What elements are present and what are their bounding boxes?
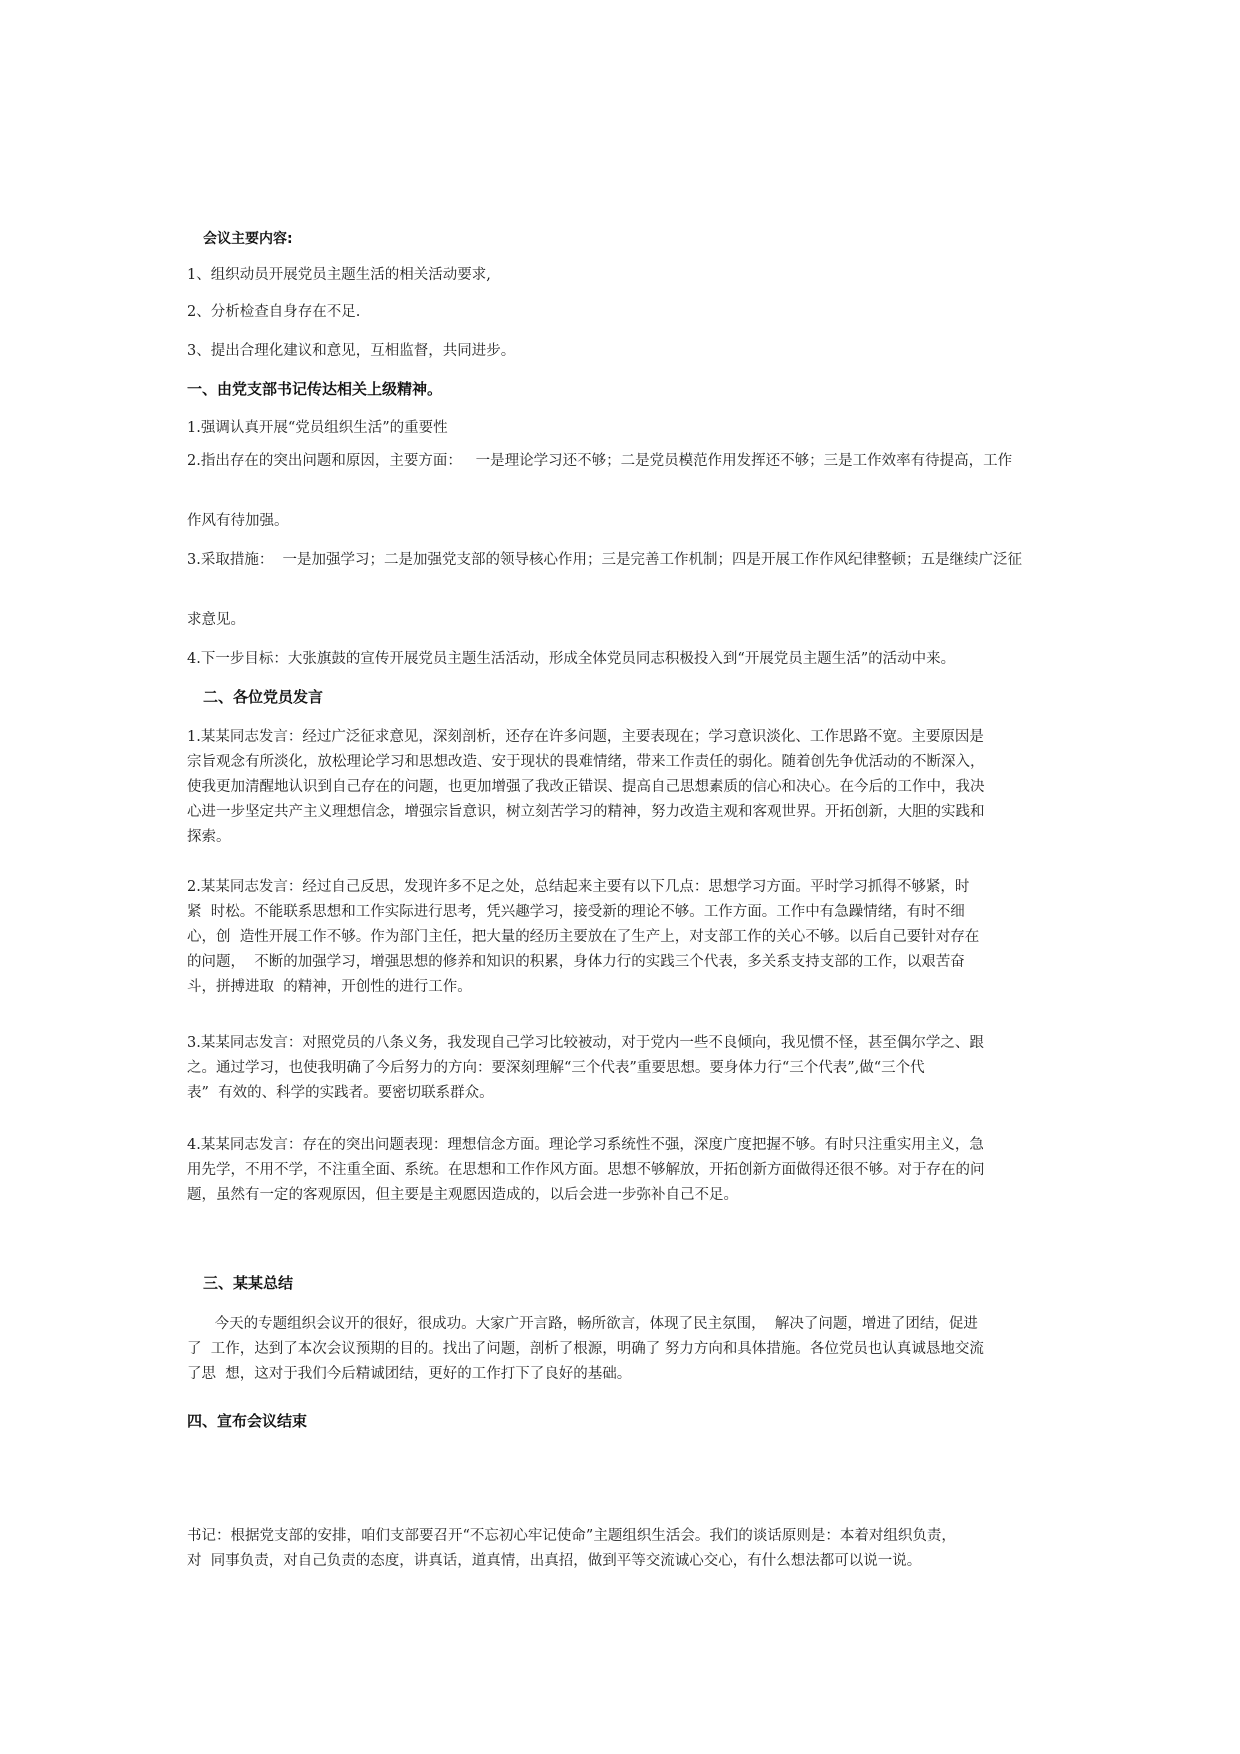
- summary-line-2: 了 工作，达到了本次会议预期的目的。找出了问题，剖析了根源，明确了 努力方向和具体措施。各位党员也认真诚恳地交流: [187, 1341, 984, 1357]
- speech-2-line-1: 2.某某同志发言：经过自己反思，发现许多不足之处，总结起来主要有以下几点：思想学习方面。平时学习抓得不够紧，时: [187, 879, 970, 895]
- speech-2-line-2: 紧 时松。不能联系思想和工作实际进行思考，凭兴趣学习，接受新的理论不够。工作方面。工作中有急躁情绪，有时不细: [187, 904, 965, 920]
- section-4-heading: 四、宣布会议结束: [187, 1412, 308, 1430]
- secretary-line-2: 对 同事负责，对自己负责的态度，讲真话，道真情，出真招，做到平等交流诚心交心，有什么想法都可以说一说。: [187, 1553, 922, 1569]
- speech-3-line-1: 3.某某同志发言：对照党员的八条义务，我发现自己学习比较被动，对于党内一些不良倾向，我见惯不怪，甚至偶尔学之、跟: [187, 1035, 984, 1051]
- secretary-line-1: 书记：根据党支部的安排，咱们支部要召开“不忘初心牢记使命”主题组织生活会。我们的谈话原则是：本着对组织负责，: [187, 1528, 956, 1544]
- speech-2-line-3: 心，创 造性开展工作不够。作为部门主任，把大量的经历主要放在了生产上，对支部工作的关心不够。以后自己要针对存在: [187, 929, 980, 945]
- section-1-line-2: 2.指出存在的突出问题和原因，主要方面： 一是理论学习还不够；二是党员模范作用发挥还不够；三是工作效率有待提高，工作: [187, 453, 1013, 469]
- intro-heading: 会议主要内容:: [203, 231, 293, 247]
- section-3-heading: 三、某某总结: [203, 1274, 294, 1292]
- intro-item-3: 3、提出合理化建议和意见，互相监督，共同进步。: [187, 343, 516, 359]
- intro-item-2: 2、分析检查自身存在不足.: [187, 304, 361, 320]
- speech-2-line-5: 斗，拼搏进取 的精神，开创性的进行工作。: [187, 979, 472, 995]
- section-1-line-3-cont: 求意见。: [187, 612, 245, 628]
- speech-1-line-1: 1.某某同志发言：经过广泛征求意见，深刻剖析，还存在许多问题，主要表现在；学习意识淡化、工作思路不宽。主要原因是: [187, 729, 984, 745]
- speech-3-line-3: 表” 有效的、科学的实践者。要密切联系群众。: [187, 1085, 494, 1101]
- section-1-line-2-cont: 作风有待加强。: [187, 513, 289, 529]
- section-2-heading: 二、各位党员发言: [203, 688, 324, 706]
- summary-line-1: 今天的专题组织会议开的很好，很成功。大家广开言路，畅所欲言，体现了民主氛围， 解决了问题，增进了团结，促进: [187, 1316, 978, 1332]
- speech-1-line-3: 使我更加清醒地认识到自己存在的问题，也更加增强了我改正错误、提高自己思想素质的信心和决心。在今后的工作中，我决: [187, 779, 985, 795]
- speech-4-line-3: 题，虽然有一定的客观原因，但主要是主观愿因造成的，以后会进一步弥补自己不足。: [187, 1187, 738, 1203]
- speech-3-line-2: 之。通过学习，也使我明确了今后努力的方向：要深刻理解“三个代表”重要思想。要身体力行“三个代表”,做“三个代: [187, 1060, 925, 1076]
- section-1-line-1: 1.强调认真开展“党员组织生活”的重要性: [187, 420, 448, 436]
- speech-1-line-4: 心进一步坚定共产主义理想信念，增强宗旨意识，树立刻苦学习的精神，努力改造主观和客观世界。开拓创新，大胆的实践和: [187, 804, 985, 820]
- intro-item-1: 1、组织动员开展党员主题生活的相关活动要求,: [187, 267, 491, 283]
- speech-1-line-5: 探索。: [187, 829, 231, 845]
- section-1-line-3: 3.采取措施： 一是加强学习；二是加强党支部的领导核心作用；三是完善工作机制；四是开展工作作风纪律整顿；五是继续广泛征: [187, 552, 1023, 568]
- speech-4-line-1: 4.某某同志发言：存在的突出问题表现：理想信念方面。理论学习系统性不强，深度广度把握不够。有时只注重实用主义，急: [187, 1137, 984, 1153]
- speech-4-line-2: 用先学，不用不学，不注重全面、系统。在思想和工作作风方面。思想不够解放，开拓创新方面做得还很不够。对于存在的问: [187, 1162, 985, 1178]
- speech-1-line-2: 宗旨观念有所淡化，放松理论学习和思想改造、安于现状的畏难情绪，带来工作责任的弱化。随着创先争优活动的不断深入，: [187, 754, 985, 770]
- section-1-line-4: 4.下一步目标：大张旗鼓的宣传开展党员主题生活活动，形成全体党员同志积极投入到“开展党员主题生活”的活动中来。: [187, 651, 956, 667]
- speech-2-line-4: 的问题， 不断的加强学习，增强思想的修养和知识的积累，身体力行的实践三个代表，多关系支持支部的工作，以艰苦奋: [187, 954, 965, 970]
- section-1-heading: 一、由党支部书记传达相关上级精神。: [187, 380, 443, 398]
- summary-line-3: 了思 想，这对于我们今后精诚团结，更好的工作打下了良好的基础。: [187, 1366, 632, 1382]
